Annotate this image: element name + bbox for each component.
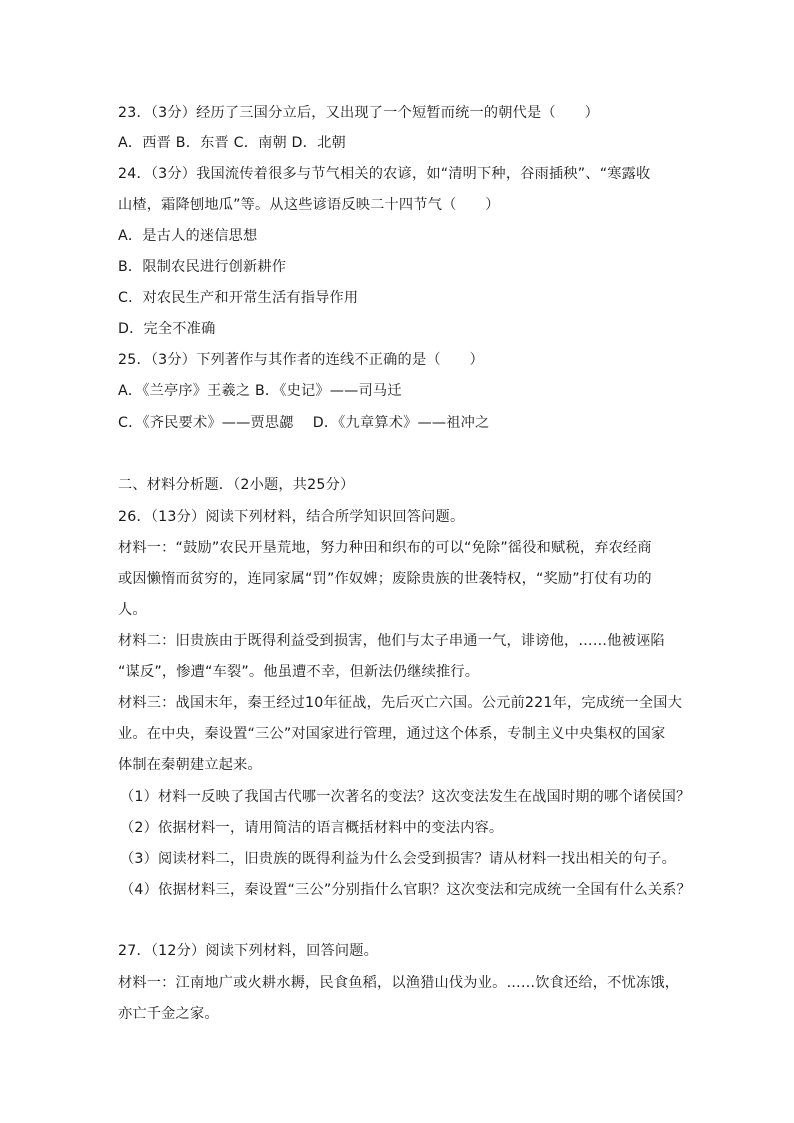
- question-24-option-c: C．对农民生产和开常生活有指导作用: [118, 290, 359, 306]
- q26-material-3-line-2: 业。在中央，秦设置“三公”对国家进行管理，通过这个体系，专制主义中央集权的国家: [118, 726, 666, 742]
- question-24-stem-line-1: 24．（3分）我国流传着很多与节气相关的农谚，如“清明下种，谷雨插秧”、“寒露收: [118, 166, 651, 182]
- q26-subquestion-4: （4）依据材料三，秦设置“三公”分别指什么官职？这次变法和完成统一全国有什么关系？: [120, 882, 692, 898]
- q26-subquestion-3: （3）阅读材料二，旧贵族的既得利益为什么会受到损害？请从材料一找出相关的句子。: [120, 851, 676, 867]
- question-24-option-a: A．是古人的迷信思想: [118, 228, 258, 244]
- question-25-options-cd: C．《齐民要术》——贾思勰 D．《九章算术》——祖冲之: [118, 415, 490, 431]
- q26-material-2-line-2: “谋反”，惨遭“车裂”。他虽遭不幸，但新法仍继续推行。: [118, 664, 480, 680]
- q27-material-1-line-2: 亦亡千金之家。: [118, 1006, 219, 1022]
- q26-material-3-line-3: 体制在秦朝建立起来。: [118, 757, 262, 773]
- question-25-stem: 25．（3分）下列著作与其作者的连线不正确的是（ ）: [118, 352, 484, 368]
- question-24-stem-line-2: 山楂，霜降刨地瓜”等。从这些谚语反映二十四节气（ ）: [118, 197, 500, 213]
- q26-material-1-line-2: 或因懒惰而贫穷的，连同家属“罚”作奴婢；废除贵族的世袭特权，“奖励”打仗有功的: [118, 571, 652, 587]
- question-25-options-ab: A．《兰亭序》王羲之 B．《史记》——司马迁: [118, 383, 402, 399]
- q26-material-3-line-1: 材料三：战国末年，秦王经过10年征战，先后灭亡六国。公元前221年，完成统一全国大: [118, 695, 683, 711]
- q27-material-1-line-1: 材料一：江南地广或火耕水耨，民食鱼稻，以渔猎山伐为业。……饮食还给，不忧冻饿，: [118, 975, 680, 991]
- section-2-heading: 二、材料分析题．（2小题，共25分）: [118, 477, 355, 493]
- question-23-options: A．西晋 B．东晋 C．南朝 D．北朝: [118, 135, 346, 151]
- q26-material-2-line-1: 材料二：旧贵族由于既得利益受到损害，他们与太子串通一气，诽谤他，……他被诬陷: [118, 633, 665, 649]
- q26-material-1-line-3: 人。: [118, 602, 147, 618]
- q26-subquestion-1: （1）材料一反映了我国古代哪一次著名的变法？这次变法发生在战国时期的哪个诸侯国？: [120, 789, 691, 805]
- q26-material-1-line-1: 材料一：“鼓励”农民开垦荒地，努力种田和织布的可以“免除”徭役和赋税，弃农经商: [118, 540, 652, 556]
- question-23-stem: 23．（3分）经历了三国分立后，又出现了一个短暂而统一的朝代是（ ）: [118, 105, 599, 121]
- q26-subquestion-2: （2）依据材料一，请用简洁的语言概括材料中的变法内容。: [120, 820, 504, 836]
- question-26-stem: 26．（13分）阅读下列材料，结合所学知识回答问题。: [118, 509, 465, 525]
- question-24-option-d: D．完全不准确: [118, 321, 216, 337]
- question-24-option-b: B．限制农民进行创新耕作: [118, 259, 287, 275]
- question-27-stem: 27．（12分）阅读下列材料，回答问题。: [118, 943, 379, 959]
